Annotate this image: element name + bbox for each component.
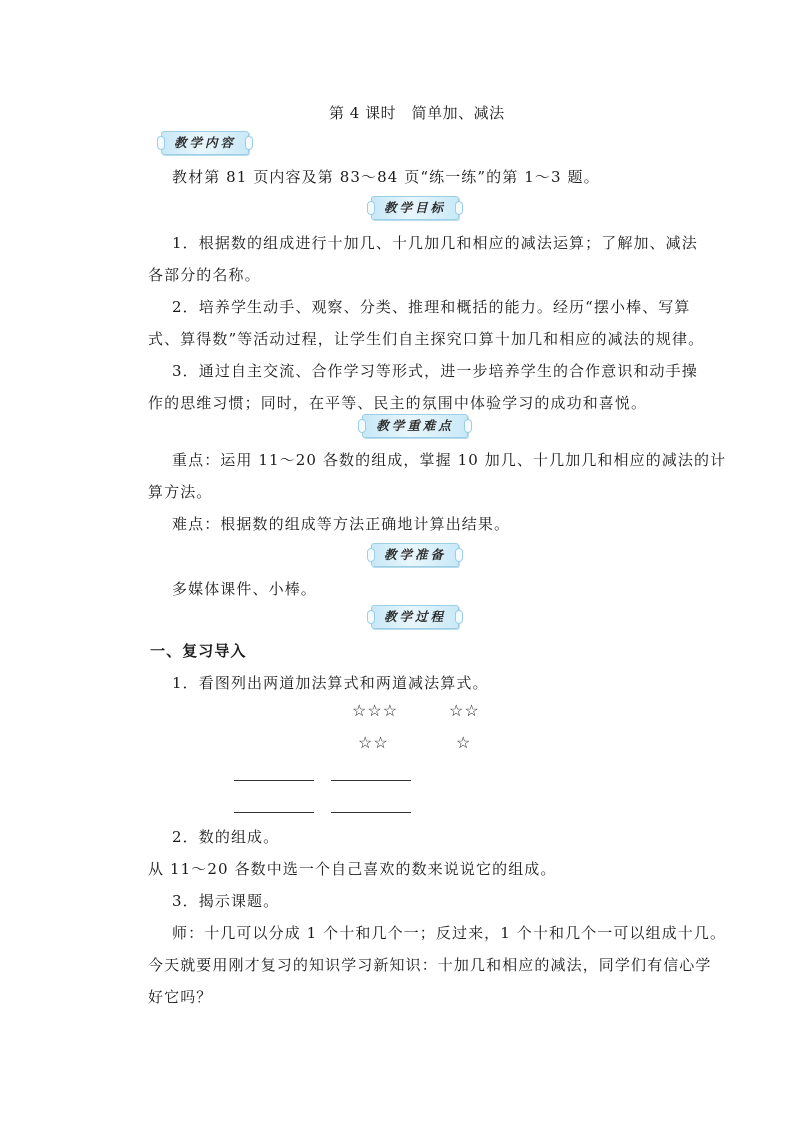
teacher-text-line-3: 好它吗？ (148, 988, 213, 1006)
answer-blank-2[interactable] (331, 780, 411, 781)
section-banner-content: 教学内容 (161, 131, 249, 155)
review-item-1: 1．看图列出两道加法算式和两道减法算式。 (172, 674, 489, 692)
goal-2-line-2: 式、算得数”等活动过程，让学生们自主探究口算十加几和相应的减法的规律。 (148, 330, 705, 348)
stars-row2-left: ☆☆ (358, 733, 389, 752)
key-point-line-1: 重点：运用 11～20 各数的组成，掌握 10 加几、十几加几和相应的减法的计 (172, 451, 727, 469)
review-item-2-text: 从 11～20 各数中选一个自己喜欢的数来说说它的组成。 (148, 860, 557, 878)
lesson-title: 第 4 课时 简单加、减法 (329, 104, 505, 122)
section-banner-process: 教学过程 (371, 605, 459, 629)
teacher-text-line-1: 师：十几可以分成 1 个十和几个一；反过来，1 个十和几个一可以组成十几。 (172, 924, 727, 942)
prep-text: 多媒体课件、小棒。 (172, 580, 317, 598)
goal-3-line-1: 3．通过自主交流、合作学习等形式，进一步培养学生的合作意识和动手操 (172, 362, 698, 380)
difficult-point: 难点：根据数的组成等方法正确地计算出结果。 (172, 515, 511, 533)
answer-blank-1[interactable] (234, 780, 314, 781)
review-item-3: 3．揭示课题。 (172, 892, 280, 910)
section-banner-goals: 教学目标 (371, 196, 459, 220)
stars-row1-left: ☆☆☆ (352, 701, 399, 720)
key-point-line-2: 算方法。 (148, 483, 213, 501)
answer-blank-3[interactable] (234, 812, 314, 813)
section-banner-prep: 教学准备 (371, 543, 459, 567)
section-banner-keypoints: 教学重难点 (362, 414, 468, 438)
goal-2-line-1: 2．培养学生动手、观察、分类、推理和概括的能力。经历“摆小棒、写算 (172, 298, 691, 316)
stars-row2-right: ☆ (456, 733, 472, 752)
answer-blank-4[interactable] (331, 812, 411, 813)
goal-3-line-2: 作的思维习惯；同时，在平等、民主的氛围中体验学习的成功和喜悦。 (148, 394, 648, 412)
goal-1-line-1: 1．根据数的组成进行十加几、十几加几和相应的减法运算；了解加、减法 (172, 234, 698, 252)
part1-heading: 一、复习导入 (150, 642, 247, 660)
teacher-text-line-2: 今天就要用刚才复习的知识学习新知识：十加几和相应的减法，同学们有信心学 (148, 956, 712, 974)
goal-1-line-2: 各部分的名称。 (148, 266, 261, 284)
review-item-2: 2．数的组成。 (172, 828, 280, 846)
stars-row1-right: ☆☆ (449, 701, 480, 720)
content-text: 教材第 81 页内容及第 83～84 页“练一练”的第 1～3 题。 (172, 168, 600, 186)
